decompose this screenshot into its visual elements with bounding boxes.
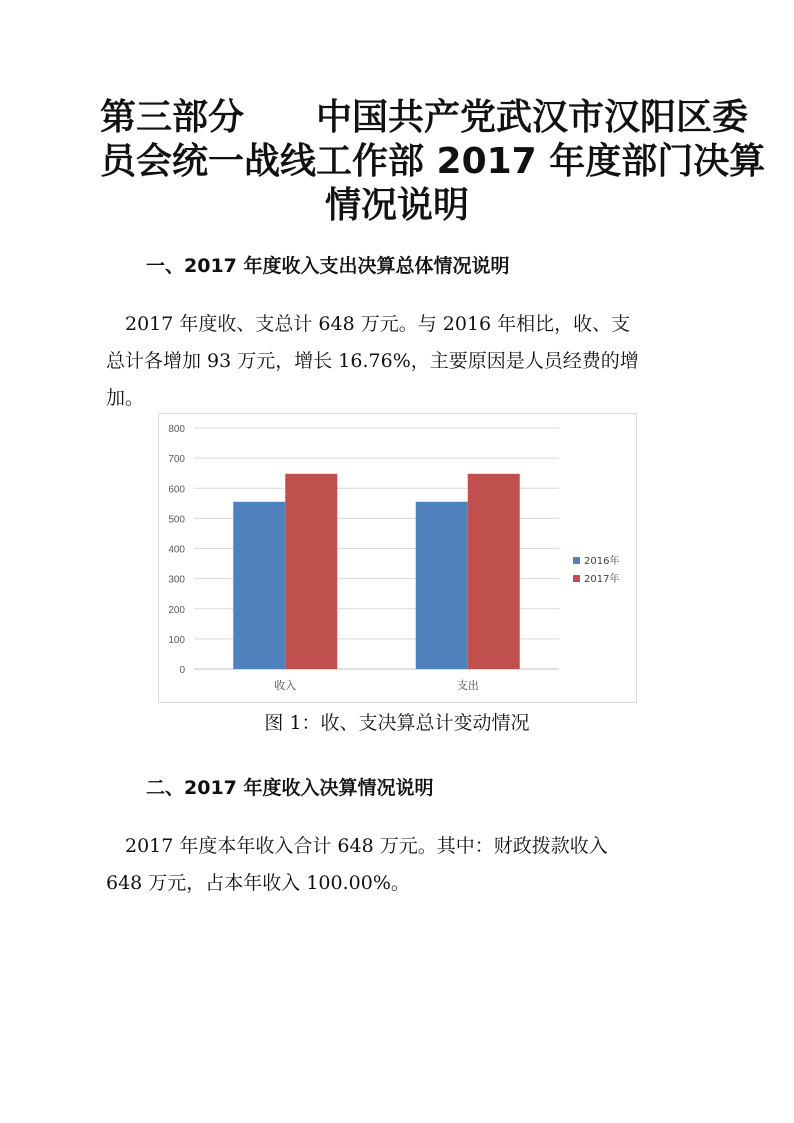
paragraph-line: 加。 xyxy=(106,387,145,409)
title-line-1: 第三部分 中国共产党武汉市汉阳区委 xyxy=(100,97,749,138)
y-tick-label: 200 xyxy=(168,604,185,616)
y-tick-label: 500 xyxy=(168,514,185,526)
paragraph-line: 2017 年度本年收入合计 648 万元。其中：财政拨款收入 xyxy=(106,835,608,857)
y-tick-label: 700 xyxy=(168,454,185,466)
paragraph-line: 总计各增加 93 万元，增长 16.76%，主要原因是人员经费的增 xyxy=(106,350,639,372)
section-1-heading: 一、2017 年度收入支出决算总体情况说明 xyxy=(146,255,510,277)
chart-canvas xyxy=(159,414,636,702)
bar-2-2 xyxy=(468,474,520,669)
section-2-paragraph xyxy=(106,828,686,902)
bar-1-2 xyxy=(416,502,468,669)
figure-caption: 图 1：收、支决算总计变动情况 xyxy=(264,712,530,734)
legend-swatch xyxy=(573,575,580,582)
title-line-2: 员会统一战线工作部 2017 年度部门决算 xyxy=(100,141,766,182)
page-title xyxy=(100,96,766,228)
paragraph-line: 648 万元，占本年收入 100.00%。 xyxy=(106,872,410,894)
x-tick-label: 支出 xyxy=(456,679,479,692)
section-2-heading: 二、2017 年度收入决算情况说明 xyxy=(146,777,434,799)
y-tick-label: 100 xyxy=(168,634,185,646)
income-expense-chart xyxy=(158,413,637,703)
title-line-3: 情况说明 xyxy=(324,185,469,226)
y-tick-label: 0 xyxy=(179,665,185,676)
y-tick-label: 800 xyxy=(168,424,185,435)
legend-label: 2017年 xyxy=(584,574,620,585)
x-tick-label: 收入 xyxy=(274,679,297,692)
section-1-paragraph xyxy=(106,306,686,417)
legend-swatch xyxy=(573,557,580,564)
paragraph-line: 2017 年度收、支总计 648 万元。与 2016 年相比，收、支 xyxy=(106,313,631,335)
bar-2-1 xyxy=(285,474,337,669)
y-tick-label: 400 xyxy=(168,544,185,556)
y-tick-label: 600 xyxy=(168,484,185,496)
y-tick-label: 300 xyxy=(168,574,185,586)
bar-1-1 xyxy=(233,502,285,669)
legend-label: 2016年 xyxy=(584,556,620,567)
